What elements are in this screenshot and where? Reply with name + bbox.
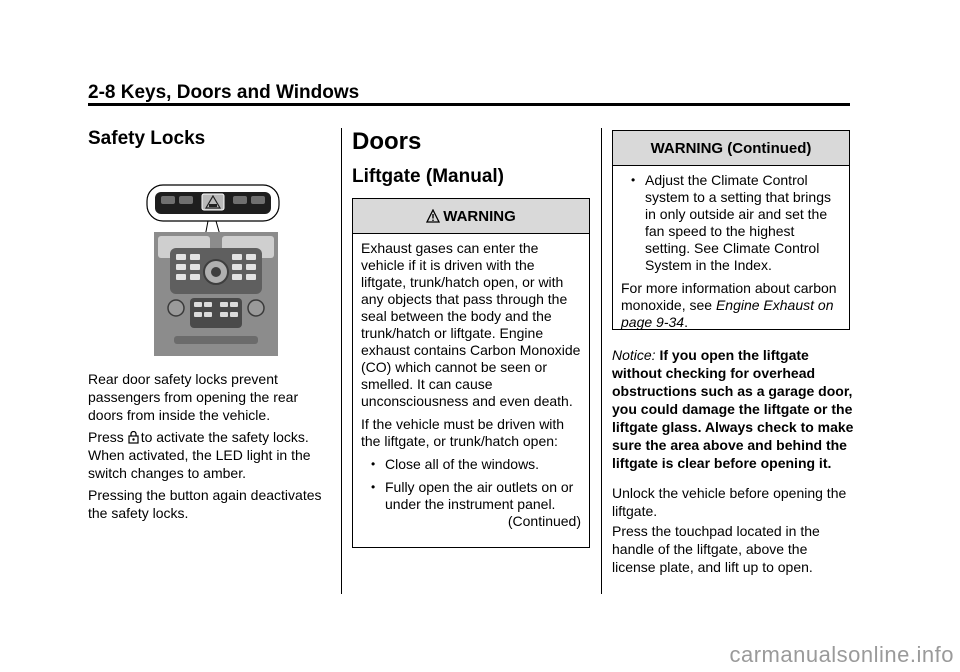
- notice-text: If you open the liftgate without checking for overhead obstructions such as a garage door, you could damage the liftgate or the liftgate glass. Always check to make sure the area above and behind the liftgate is clear before opening it.: [612, 347, 854, 471]
- warning-continued-paragraph: [621, 280, 841, 331]
- doors-title: Doors: [352, 128, 422, 155]
- child-lock-icon: [128, 431, 139, 444]
- notice-label: Notice:: [612, 347, 656, 363]
- notice-paragraph: [612, 346, 854, 472]
- warning-paragraph-1: Exhaust gases can enter the vehicle if it is driven with the liftgate, trunk/hatch open, or with any objects that pass through the seal between the body and the trunk/hatch or liftgate. Engine exhaust contains Carbon Monoxide (CO) which cannot be seen or smelled. It can cause unconsciousness and even death.: [361, 240, 581, 409]
- warning-header: [353, 199, 589, 234]
- safety-locks-paragraph-3: When activated, the LED light in the switch changes to amber.: [88, 447, 311, 481]
- engine-exhaust-link[interactable]: Engine Exhaust on page 9-34: [621, 297, 834, 330]
- period: .: [684, 314, 688, 330]
- column-divider-right: [601, 128, 602, 594]
- safety-locks-paragraph-4: Pressing the button again deactivates the safety locks.: [88, 487, 322, 521]
- warning-continued-bullet: • Adjust the Climate Control system to a setting that brings in only outside air and set the fan speed to the highest setting. See Climate Control System in the Index.: [621, 172, 841, 274]
- touchpad-paragraph: Press the touchpad located in the handle of the liftgate, above the license plate, and lift up to open.: [612, 523, 820, 575]
- liftgate-manual-title: Liftgate (Manual): [352, 166, 504, 187]
- watermark: carmanualsonline.info: [729, 642, 954, 667]
- safety-locks-paragraph-2: [88, 428, 338, 446]
- warning-box: [352, 198, 590, 548]
- co-info-text: For more information about carbon monoxide, see: [621, 280, 837, 313]
- warning-paragraph-2: If the vehicle must be driven with the liftgate, or trunk/hatch open:: [361, 416, 565, 449]
- warning-continued-header: WARNING (Continued): [613, 131, 849, 166]
- warning-title: WARNING: [443, 207, 516, 225]
- header-rule: [88, 103, 850, 106]
- warning-bullet: • Close all of the windows.: [361, 456, 581, 473]
- activate-instruction: to activate the safety locks.: [140, 429, 309, 445]
- warning-continued-label: (Continued): [507, 513, 581, 529]
- safety-lock-switch-illustration: [146, 184, 280, 358]
- warning-continued-box: [612, 130, 850, 330]
- column-divider-left: [341, 128, 342, 594]
- safety-locks-title: Safety Locks: [88, 128, 206, 149]
- press-label: Press: [88, 429, 124, 445]
- warning-triangle-icon: [426, 209, 440, 223]
- page-header: 2-8 Keys, Doors and Windows: [88, 82, 360, 103]
- safety-locks-paragraph-1: Rear door safety locks prevent passengers from opening the rear doors from inside the vehicle.: [88, 371, 299, 423]
- warning-bullet: • Fully open the air outlets on or under the instrument panel.: [361, 479, 581, 513]
- unlock-paragraph: Unlock the vehicle before opening the liftgate.: [612, 485, 847, 519]
